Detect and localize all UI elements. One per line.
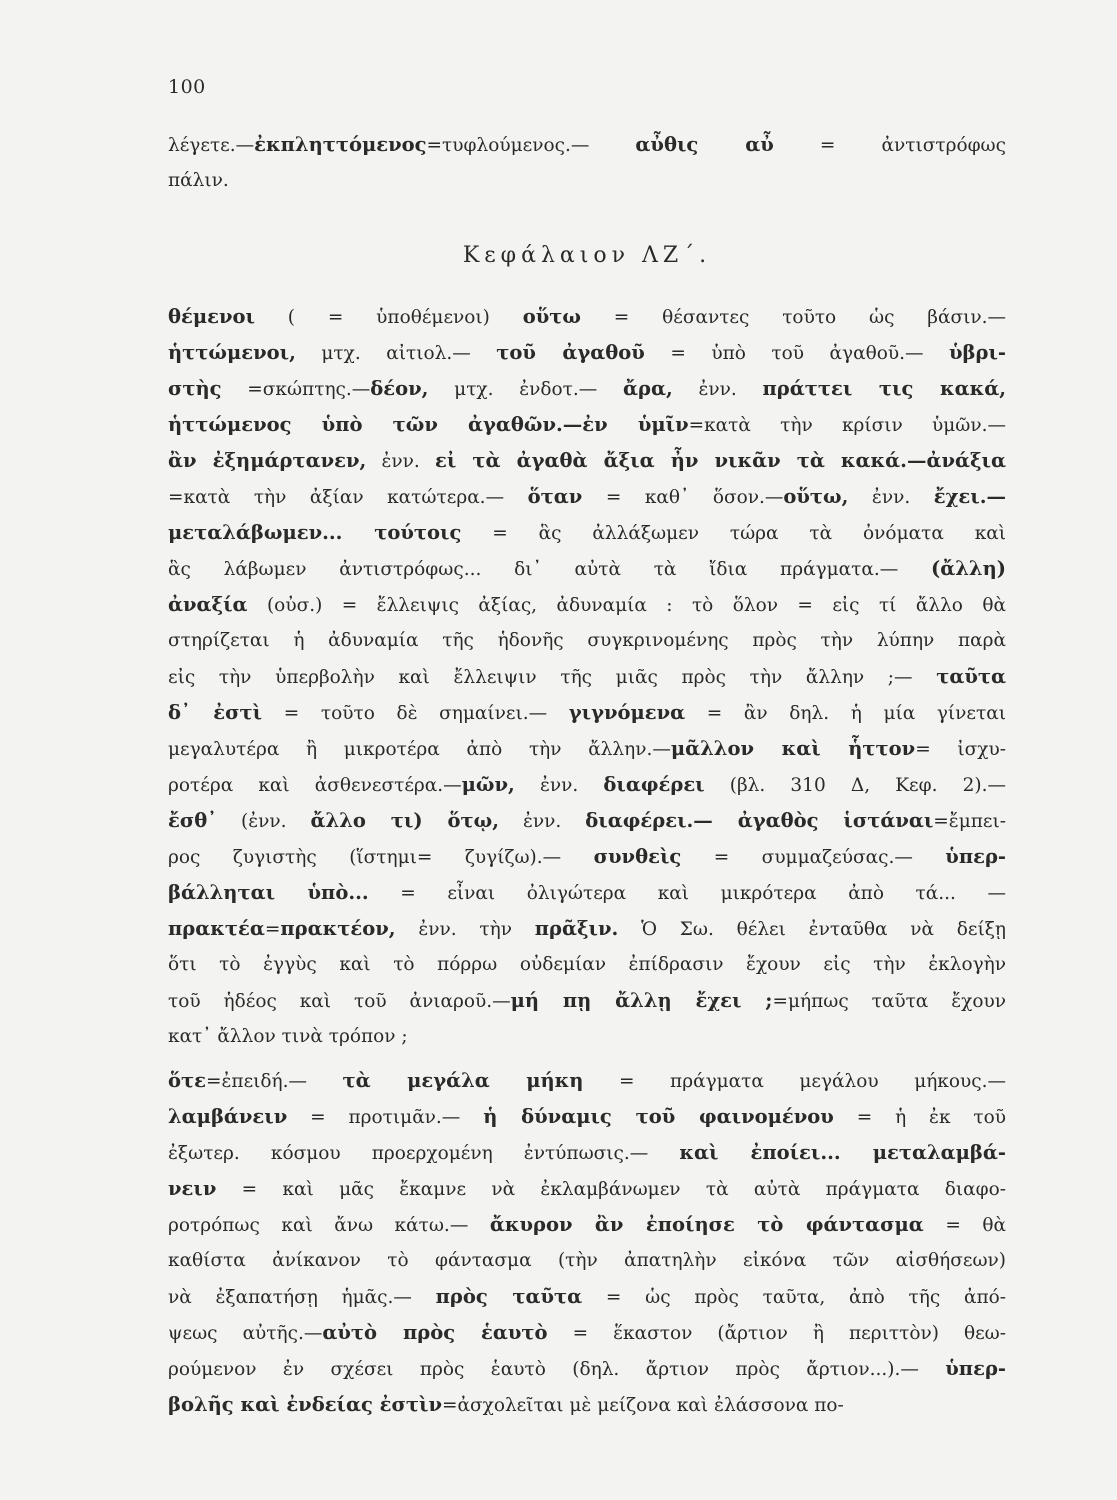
lemma: ἀναξία	[168, 593, 248, 616]
lemma: ταῦτα	[936, 665, 1006, 688]
text-line	[168, 587, 1006, 623]
lemma: πράττει τις κακά,	[762, 377, 1006, 400]
text-line	[168, 299, 1006, 335]
gloss: Ὁ Σω. θέλει ἐνταῦθα νὰ δείξῃ	[618, 919, 1006, 940]
gloss: = συμμαζεύσας.—	[681, 847, 946, 868]
text-line	[168, 767, 1006, 803]
gloss: εἰς τὴν ὑπερβολὴν καὶ ἔλλειψιν τῆς μιᾶς πρὸς τὴν ἄλλην ;—	[168, 667, 937, 688]
gloss: = ἰσχυ-	[915, 739, 1006, 760]
gloss: =ἔμπει-	[933, 811, 1006, 832]
text-line	[168, 1171, 1006, 1207]
gloss: =ἐπειδή.—	[205, 1071, 343, 1092]
gloss: ὅτι τὸ ἐγγὺς καὶ τὸ πόρρω οὐδεμίαν ἐπίδρασιν ἔχουν εἰς τὴν ἐκλογὴν	[168, 954, 1006, 975]
gloss: = ὡς πρὸς ταῦτα, ἀπὸ τῆς ἀπό-	[582, 1287, 1006, 1308]
gloss: ἐνν.	[498, 811, 586, 832]
lemma: πρᾶξιν.	[534, 917, 619, 940]
gloss: = προτιμᾶν.—	[287, 1107, 484, 1128]
lemma: αὐτὸ πρὸς ἑαυτὸ	[322, 1321, 548, 1344]
gloss: λέγετε.—	[168, 135, 255, 156]
text-line	[168, 947, 1006, 983]
text-line	[168, 1243, 1006, 1279]
lemma: αὖθις αὖ	[635, 133, 774, 156]
gloss: = τοῦτο δὲ σημαίνει.—	[262, 703, 569, 724]
text-line	[168, 983, 1006, 1019]
gloss: =ἀσχολεῖται μὲ μείζονα καὶ ἐλάσσονα πο-	[441, 1395, 844, 1416]
gloss: =μήπως ταῦτα ἔχουν	[772, 991, 1006, 1012]
lemma: ἂν ἐξημάρτανεν,	[168, 449, 367, 472]
text-line	[168, 1135, 1006, 1171]
gloss: ἐνν.	[366, 451, 435, 472]
intro-text	[168, 127, 1006, 199]
lemma: στὴς	[168, 377, 222, 400]
text-line	[168, 1063, 1006, 1099]
gloss: = θέσαντες τοῦτο ὡς βάσιν.—	[580, 307, 1006, 328]
text-line	[168, 371, 1006, 407]
gloss: = ἃς ἀλλάξωμεν τώρα τὰ ὀνόματα καὶ	[461, 523, 1006, 544]
lemma: ὑπερ-	[945, 845, 1006, 868]
lemma: ἄλλο τι) ὅτῳ,	[310, 809, 499, 832]
lemma: λαμβάνειν	[168, 1105, 288, 1128]
gloss: = ἂν δηλ. ἡ μία γίνεται	[685, 703, 1006, 724]
gloss: ἐνν.	[514, 775, 604, 796]
gloss: ἐνν.	[848, 487, 934, 508]
gloss: στηρίζεται ἡ ἀδυναμία τῆς ἡδονῆς συγκρινομένης πρὸς τὴν λύπην παρὰ	[168, 630, 1006, 651]
lemma: οὕτω,	[783, 485, 849, 508]
page-number: 100	[168, 76, 206, 98]
lemma: γιγνόμενα	[568, 701, 686, 724]
lemma: ἄκυρον ἂν ἐποίησε τὸ φάντασμα	[489, 1213, 924, 1236]
gloss: ἐνν.	[672, 379, 763, 400]
text-line	[168, 127, 1006, 163]
gloss: κατ᾽ ἄλλον τινὰ τρόπον ;	[168, 1026, 408, 1047]
gloss: = καθ᾽ ὅσον.—	[582, 487, 784, 508]
lemma: ἡττώμενοι,	[168, 341, 296, 364]
lemma: δ᾽ ἐστὶ	[168, 701, 263, 724]
text-line	[168, 407, 1006, 443]
text-line	[168, 1351, 1006, 1387]
lemma: διαφέρει.— ἀγαθὸς ἱστάναι	[585, 809, 934, 832]
lemma: ὑπερ-	[945, 1357, 1006, 1380]
lemma: πρὸς ταῦτα	[435, 1285, 583, 1308]
lemma: (ἄλλη)	[931, 557, 1006, 580]
text-line	[168, 443, 1006, 479]
lemma: ἡττώμενος ὑπὸ τῶν ἀγαθῶν.—ἐν ὑμῖν	[168, 413, 689, 436]
text-line	[168, 1099, 1006, 1135]
text-line	[168, 1387, 1006, 1423]
text-line	[168, 1315, 1006, 1351]
gloss: = εἶναι ὀλιγώτερα καὶ μικρότερα ἀπὸ τά... —	[368, 883, 1006, 904]
commentary-text	[168, 299, 1006, 1423]
gloss: = ὑπὸ τοῦ ἀγαθοῦ.—	[644, 343, 950, 364]
lemma: μεταλάβωμεν... τούτοις	[168, 521, 462, 544]
text-line	[168, 839, 1006, 875]
text-line	[168, 551, 1006, 587]
gloss: =σκώπτης.—	[221, 379, 371, 400]
gloss: ρούμενον ἐν σχέσει πρὸς ἑαυτὸ (δηλ. ἄρτιον πρὸς ἄρτιον...).—	[168, 1359, 946, 1380]
lemma: οὕτω	[522, 305, 581, 328]
text-line	[168, 1207, 1006, 1243]
lemma: πρακτέον,	[280, 917, 396, 940]
gloss: (βλ. 310 Δ, Κεφ. 2).—	[704, 775, 1006, 796]
text-line	[168, 695, 1006, 731]
gloss: = ἡ ἐκ τοῦ	[833, 1107, 1006, 1128]
text-line	[168, 731, 1006, 767]
lemma: μῶν,	[461, 773, 515, 796]
gloss: =τυφλούμενος.—	[426, 135, 636, 156]
gloss: τοῦ ἡδέος καὶ τοῦ ἀνιαροῦ.—	[168, 991, 511, 1012]
gloss: = πράγματα μεγάλου μήκους.—	[583, 1071, 1006, 1092]
gloss: = ἕκαστον (ἄρτιον ἢ περιττὸν) θεω-	[547, 1323, 1006, 1344]
text-line	[168, 623, 1006, 659]
text-line	[168, 515, 1006, 551]
gloss: νὰ ἐξαπατήσῃ ἡμᾶς.—	[168, 1287, 436, 1308]
lemma: διαφέρει	[603, 773, 705, 796]
chapter-heading: Κεφάλαιον ΛΖ΄.	[462, 243, 712, 268]
gloss: ρος ζυγιστὴς (ἵστημι= ζυγίζω).—	[168, 847, 594, 868]
lemma: συνθεὶς	[593, 845, 682, 868]
lemma: ὑβρι-	[949, 341, 1006, 364]
lemma: τὰ μεγάλα μήκη	[342, 1069, 584, 1092]
lemma: θέμενοι	[168, 305, 255, 328]
lemma: πρακτέα	[168, 917, 265, 940]
lemma: ἔχει.—	[933, 485, 1006, 508]
lemma: βολῆς καὶ ἐνδείας ἐστὶν	[168, 1393, 442, 1416]
gloss: ἐνν. τὴν	[395, 919, 535, 940]
lemma: δέον,	[370, 377, 429, 400]
text-line	[168, 911, 1006, 947]
text-line	[168, 163, 1006, 199]
lemma: ἔσθ᾽	[168, 809, 217, 832]
lemma: ἡ δύναμις τοῦ φαινομένου	[483, 1105, 834, 1128]
lemma: μᾶλλον καὶ ἧττον	[670, 737, 916, 760]
gloss: (οὐσ.) = ἔλλειψις ἀξίας, ἀδυναμία : τὸ ὅλον = εἰς τί ἄλλο θὰ	[247, 595, 1006, 616]
text-line	[168, 335, 1006, 371]
gloss: ἐξωτερ. κόσμου προερχομένη ἐντύπωσις.—	[168, 1143, 680, 1164]
gloss: ψεως αὐτῆς.—	[168, 1323, 323, 1344]
gloss: ροτρόπως καὶ ἄνω κάτω.—	[168, 1215, 490, 1236]
text-line	[168, 1279, 1006, 1315]
gloss: μτχ. ἐνδοτ.—	[428, 379, 624, 400]
lemma: βάλληται ὑπὸ...	[168, 881, 369, 904]
gloss: καθίστα ἀνίκανον τὸ φάντασμα (τὴν ἀπατηλὴν εἰκόνα τῶν αἰσθήσεων)	[168, 1250, 1006, 1271]
text-line	[168, 659, 1006, 695]
lemma: εἰ τὰ ἀγαθὰ ἄξια ἦν νικᾶν τὰ κακά.—ἀνάξια	[434, 449, 1006, 472]
gloss: =κατὰ τὴν κρίσιν ὑμῶν.—	[688, 415, 1006, 436]
lemma: νειν	[168, 1177, 217, 1200]
gloss: ἃς λάβωμεν ἀντιστρόφως... δι᾽ αὐτὰ τὰ ἴδια πράγματα.—	[168, 559, 932, 580]
text-line	[168, 479, 1006, 515]
lemma: ὅτε	[168, 1069, 206, 1092]
gloss: =κατὰ τὴν ἀξίαν κατώτερα.—	[168, 487, 528, 508]
gloss: μτχ. αἰτιολ.—	[295, 343, 497, 364]
text-line	[168, 875, 1006, 911]
gloss: πάλιν.	[168, 170, 229, 191]
gloss: = καὶ μᾶς ἔκαμνε νὰ ἐκλαμβάνωμεν τὰ αὐτὰ πράγματα διαφο-	[216, 1179, 1006, 1200]
gloss: ( = ὑποθέμενοι)	[254, 307, 523, 328]
gloss: = θὰ	[923, 1215, 1006, 1236]
gloss: =	[264, 919, 281, 940]
gloss: = ἀντιστρόφως	[773, 135, 1006, 156]
gloss: (ἐνν.	[217, 811, 311, 832]
lemma: καὶ ἐποίει... μεταλαμβά-	[679, 1141, 1006, 1164]
gloss: μεγαλυτέρα ἢ μικροτέρα ἀπὸ τὴν ἄλλην.—	[168, 739, 671, 760]
text-line	[168, 803, 1006, 839]
lemma: μή πῃ ἄλλῃ ἔχει ;	[510, 989, 773, 1012]
text-line	[168, 1019, 1006, 1055]
gloss: ροτέρα καὶ ἀσθενεστέρα.—	[168, 775, 462, 796]
lemma: ὅταν	[527, 485, 583, 508]
lemma: ἄρα,	[623, 377, 673, 400]
lemma: ἐκπληττόμενος	[254, 133, 427, 156]
lemma: τοῦ ἀγαθοῦ	[496, 341, 645, 364]
